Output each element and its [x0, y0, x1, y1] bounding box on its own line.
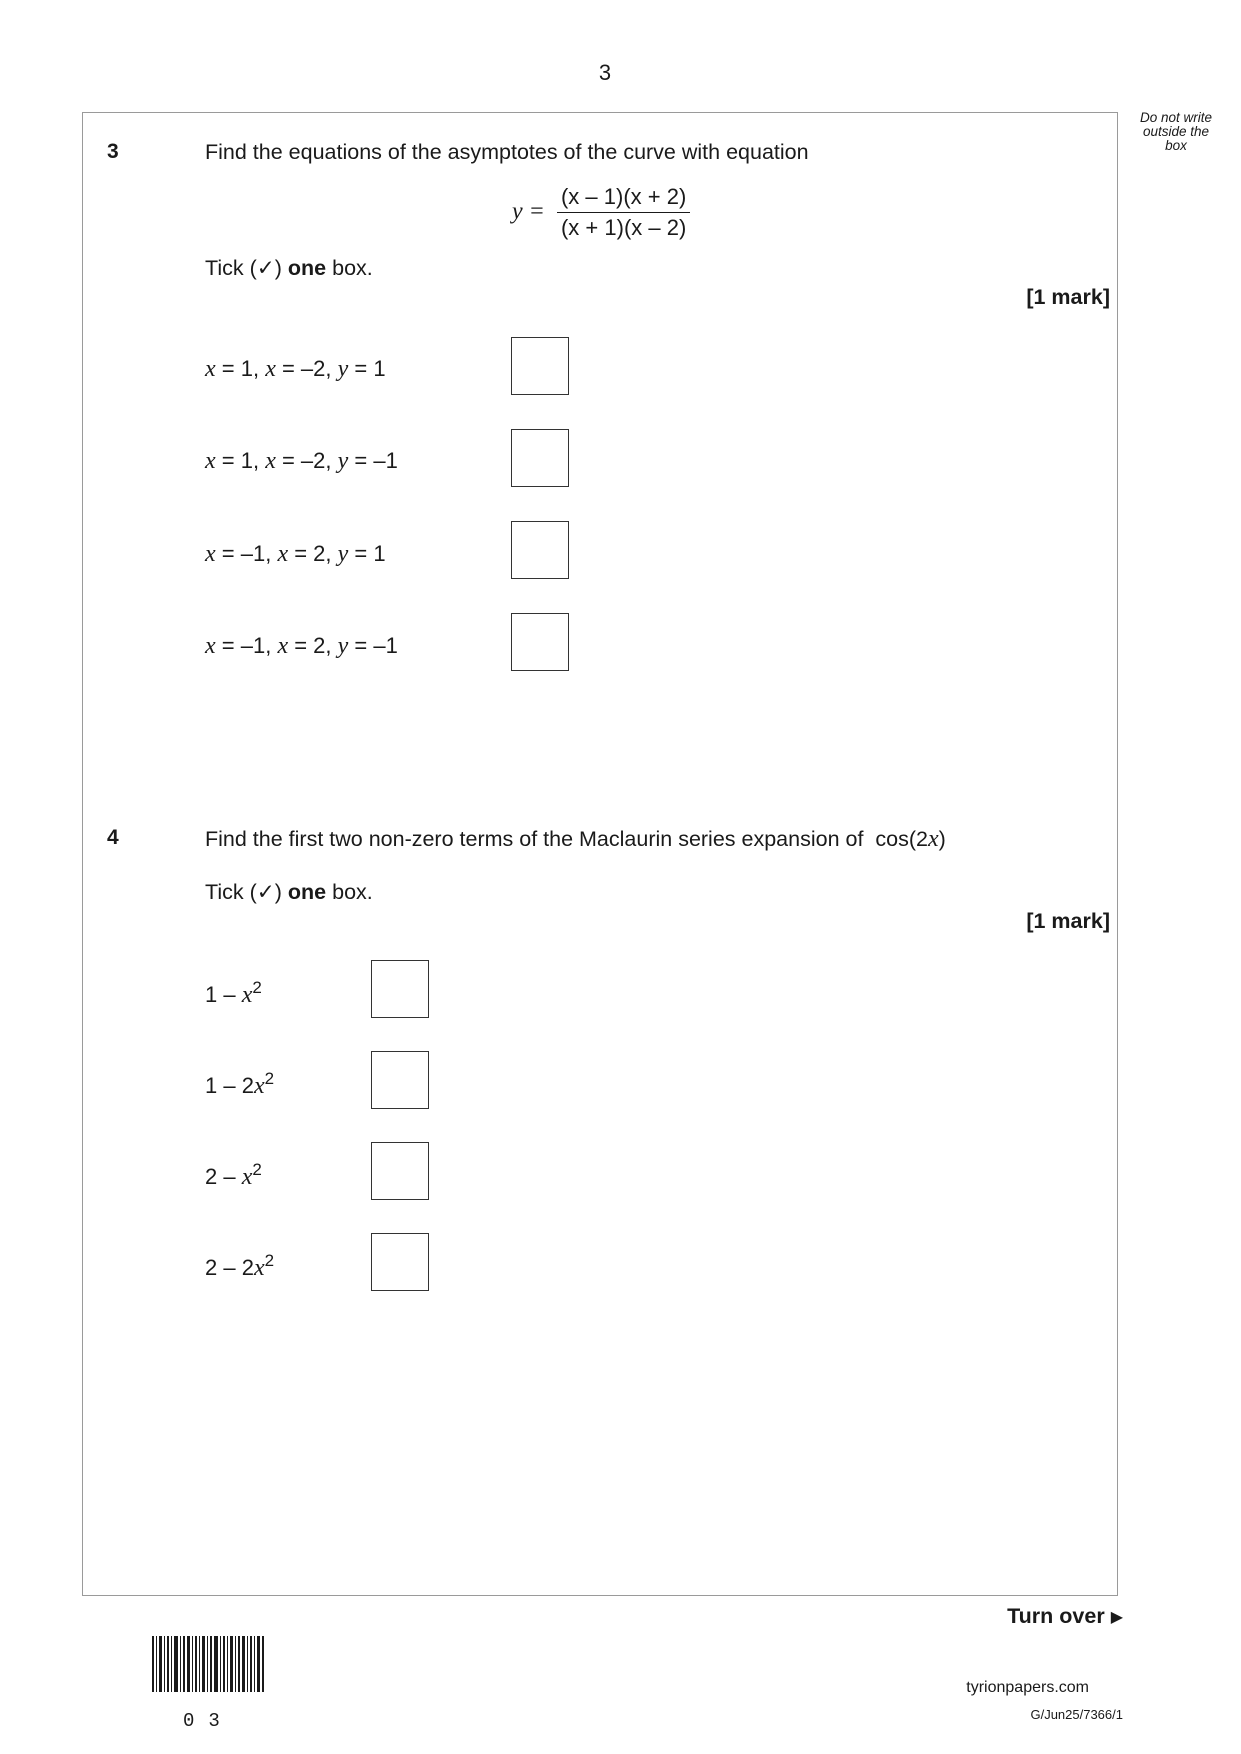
margin-note-line: Do not write	[1139, 110, 1213, 125]
math-var: x	[277, 541, 289, 567]
question-3-text: Find the equations of the asymptotes of the curve with equation	[205, 140, 809, 164]
barcode-digits: 03	[183, 1710, 234, 1732]
q3-option-4-checkbox[interactable]	[511, 613, 569, 671]
math-text: = 2,	[288, 541, 338, 566]
math-text: = –1	[348, 448, 398, 473]
equation-denominator: (x + 1)(x – 2)	[560, 215, 687, 240]
math-var: x	[927, 826, 939, 852]
math-func: cos	[875, 827, 909, 851]
math-var: x	[205, 541, 216, 567]
q4-option-2-checkbox[interactable]	[371, 1051, 429, 1109]
q3-option-4-label	[205, 633, 398, 660]
math-exponent: 2	[252, 1160, 262, 1179]
instruction-text: Tick (✓)	[205, 880, 288, 904]
math-var: y	[337, 356, 349, 382]
q3-option-3-checkbox[interactable]	[511, 521, 569, 579]
math-text: (2	[908, 827, 928, 851]
q4-option-1-checkbox[interactable]	[371, 960, 429, 1018]
math-var: x	[241, 982, 253, 1008]
question-3-marks: [1 mark]	[1026, 285, 1110, 309]
q4-option-4-label	[205, 1251, 274, 1282]
margin-note-line: box	[1165, 138, 1187, 153]
instruction-emphasis: one	[287, 256, 327, 280]
q3-option-1-label	[205, 356, 386, 383]
instruction-text: box.	[326, 880, 373, 904]
question-3-number: 3	[107, 140, 119, 163]
q3-option-2-label	[205, 448, 398, 475]
q4-option-2-label	[205, 1069, 274, 1100]
math-text: = –2,	[275, 448, 338, 473]
math-var: y	[337, 633, 349, 659]
math-text: 1 – 2	[205, 1073, 254, 1098]
question-4-text	[205, 826, 946, 853]
math-text: = 1,	[215, 356, 266, 381]
question-4-marks: [1 mark]	[1026, 909, 1110, 933]
website-text: tyrionpapers.com	[966, 1679, 1089, 1696]
math-exponent: 2	[264, 1069, 275, 1088]
question-4-instruction	[205, 880, 373, 905]
math-text: = 1	[348, 541, 386, 566]
equation-lhs: y =	[512, 198, 545, 225]
equation-numerator: (x – 1)(x + 2)	[557, 184, 690, 213]
barcode-icon	[152, 1636, 264, 1692]
q4-option-3-label	[205, 1160, 262, 1191]
math-var: x	[241, 1164, 253, 1190]
math-var: x	[205, 633, 216, 659]
math-text: = 1	[348, 356, 386, 381]
math-var: x	[205, 448, 216, 474]
answer-frame	[82, 112, 1118, 1596]
math-text: 1 –	[205, 982, 242, 1007]
math-text: = –1	[348, 633, 398, 658]
question-4-number: 4	[107, 826, 119, 849]
q3-option-1-checkbox[interactable]	[511, 337, 569, 395]
math-var: x	[253, 1255, 265, 1281]
q3-option-3-label	[205, 541, 386, 568]
math-text: = 1,	[215, 448, 266, 473]
margin-note-line: outside the	[1142, 124, 1210, 139]
math-var: x	[265, 448, 276, 474]
math-var: x	[205, 356, 216, 382]
math-text: = 2,	[288, 633, 338, 658]
page-number: 3	[598, 60, 612, 85]
question-3-instruction	[205, 256, 373, 281]
instruction-text: Tick (✓)	[205, 256, 288, 280]
triangle-right-icon: ▶	[1110, 1609, 1123, 1626]
math-text: 2 – 2	[205, 1255, 254, 1280]
instruction-text: box.	[326, 256, 373, 280]
q3-option-2-checkbox[interactable]	[511, 429, 569, 487]
math-var: x	[253, 1073, 265, 1099]
math-text: 2 –	[205, 1164, 242, 1189]
math-text: = –1,	[215, 633, 278, 658]
question-3-equation	[512, 184, 690, 241]
q4-option-3-checkbox[interactable]	[371, 1142, 429, 1200]
q4-option-4-checkbox[interactable]	[371, 1233, 429, 1291]
turn-over-text: Turn over	[1007, 1604, 1105, 1628]
question-4-sentence: Find the first two non-zero terms of the Maclaurin series expansion of	[205, 827, 864, 851]
math-text: = –2,	[275, 356, 338, 381]
math-var: x	[265, 356, 276, 382]
math-var: y	[337, 448, 349, 474]
math-exponent: 2	[264, 1251, 275, 1270]
math-var: x	[277, 633, 289, 659]
math-text: = –1,	[215, 541, 278, 566]
instruction-emphasis: one	[287, 880, 327, 904]
math-text: )	[938, 827, 946, 851]
paper-code: G/Jun25/7366/1	[1030, 1707, 1123, 1722]
equation-fraction	[557, 184, 690, 241]
math-var: y	[337, 541, 349, 567]
math-exponent: 2	[252, 978, 262, 997]
margin-note	[1128, 111, 1224, 153]
turn-over-label	[1007, 1604, 1123, 1629]
q4-option-1-label	[205, 978, 262, 1009]
